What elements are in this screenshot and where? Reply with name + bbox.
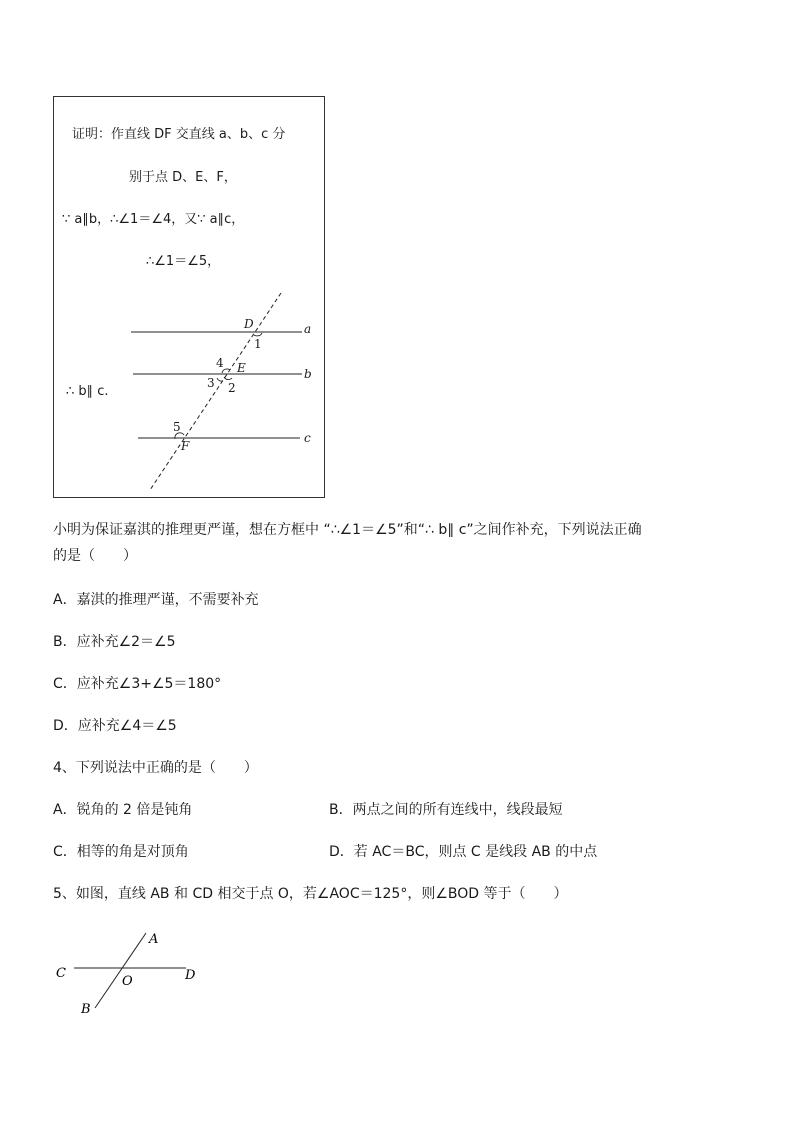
line-AB	[95, 933, 146, 1008]
proof-line-1: 证明：作直线 DF 交直线 a、b、c 分	[72, 127, 286, 142]
angle-1-arc	[254, 333, 262, 336]
q4-stem: 4、下列说法中正确的是（ ）	[53, 760, 258, 776]
label-C: C	[56, 966, 66, 981]
proof-line-3: ∵ a∥b，∴∠1＝∠4，又∵ a∥c，	[62, 212, 245, 227]
q4-option-b: B．两点之间的所有连线中，线段最短	[329, 802, 563, 818]
label-O: O	[122, 974, 133, 989]
proof-conclusion: ∴ b∥ c.	[66, 384, 109, 399]
q4-option-d: D．若 AC＝BC，则点 C 是线段 AB 的中点	[329, 844, 598, 860]
label-c: c	[304, 431, 311, 445]
q4-option-a: A．锐角的 2 倍是钝角	[53, 802, 193, 818]
label-3: 3	[207, 376, 215, 390]
q3-stem-line-2: 的是（ ）	[53, 548, 137, 564]
label-a: a	[304, 322, 312, 336]
label-D: D	[185, 968, 196, 983]
q3-option-a: A．嘉淇的推理严谨，不需要补充	[53, 592, 259, 608]
q3-option-b: B．应补充∠2＝∠5	[53, 634, 176, 650]
proof-box	[53, 96, 325, 498]
proof-line-4: ∴∠1＝∠5，	[146, 254, 221, 269]
proof-line-2: 别于点 D、E、F，	[129, 170, 237, 185]
intersecting-lines-figure	[50, 925, 210, 1020]
q3-option-d: D．应补充∠4＝∠5	[53, 718, 177, 734]
label-A: A	[149, 932, 159, 947]
label-4: 4	[216, 356, 224, 370]
transversal-line	[150, 293, 281, 490]
label-b: b	[304, 367, 312, 381]
label-E: E	[237, 361, 246, 375]
label-B: B	[81, 1002, 91, 1017]
q3-option-c: C．应补充∠3+∠5＝180°	[53, 676, 222, 692]
label-D: D	[244, 317, 254, 331]
q4-option-c: C．相等的角是对顶角	[53, 844, 189, 860]
label-2: 2	[228, 381, 236, 395]
q3-stem-line-1: 小明为保证嘉淇的推理更严谨，想在方框中 “∴∠1＝∠5”和“∴ b∥ c”之间作补充，下列说法正确	[53, 522, 642, 538]
label-F: F	[181, 439, 190, 453]
label-1: 1	[254, 337, 262, 351]
parallel-lines-figure	[54, 97, 326, 499]
q5-stem: 5、如图，直线 AB 和 CD 相交于点 O，若∠AOC＝125°，则∠BOD 等于（ ）	[53, 886, 568, 902]
label-5: 5	[173, 420, 181, 434]
